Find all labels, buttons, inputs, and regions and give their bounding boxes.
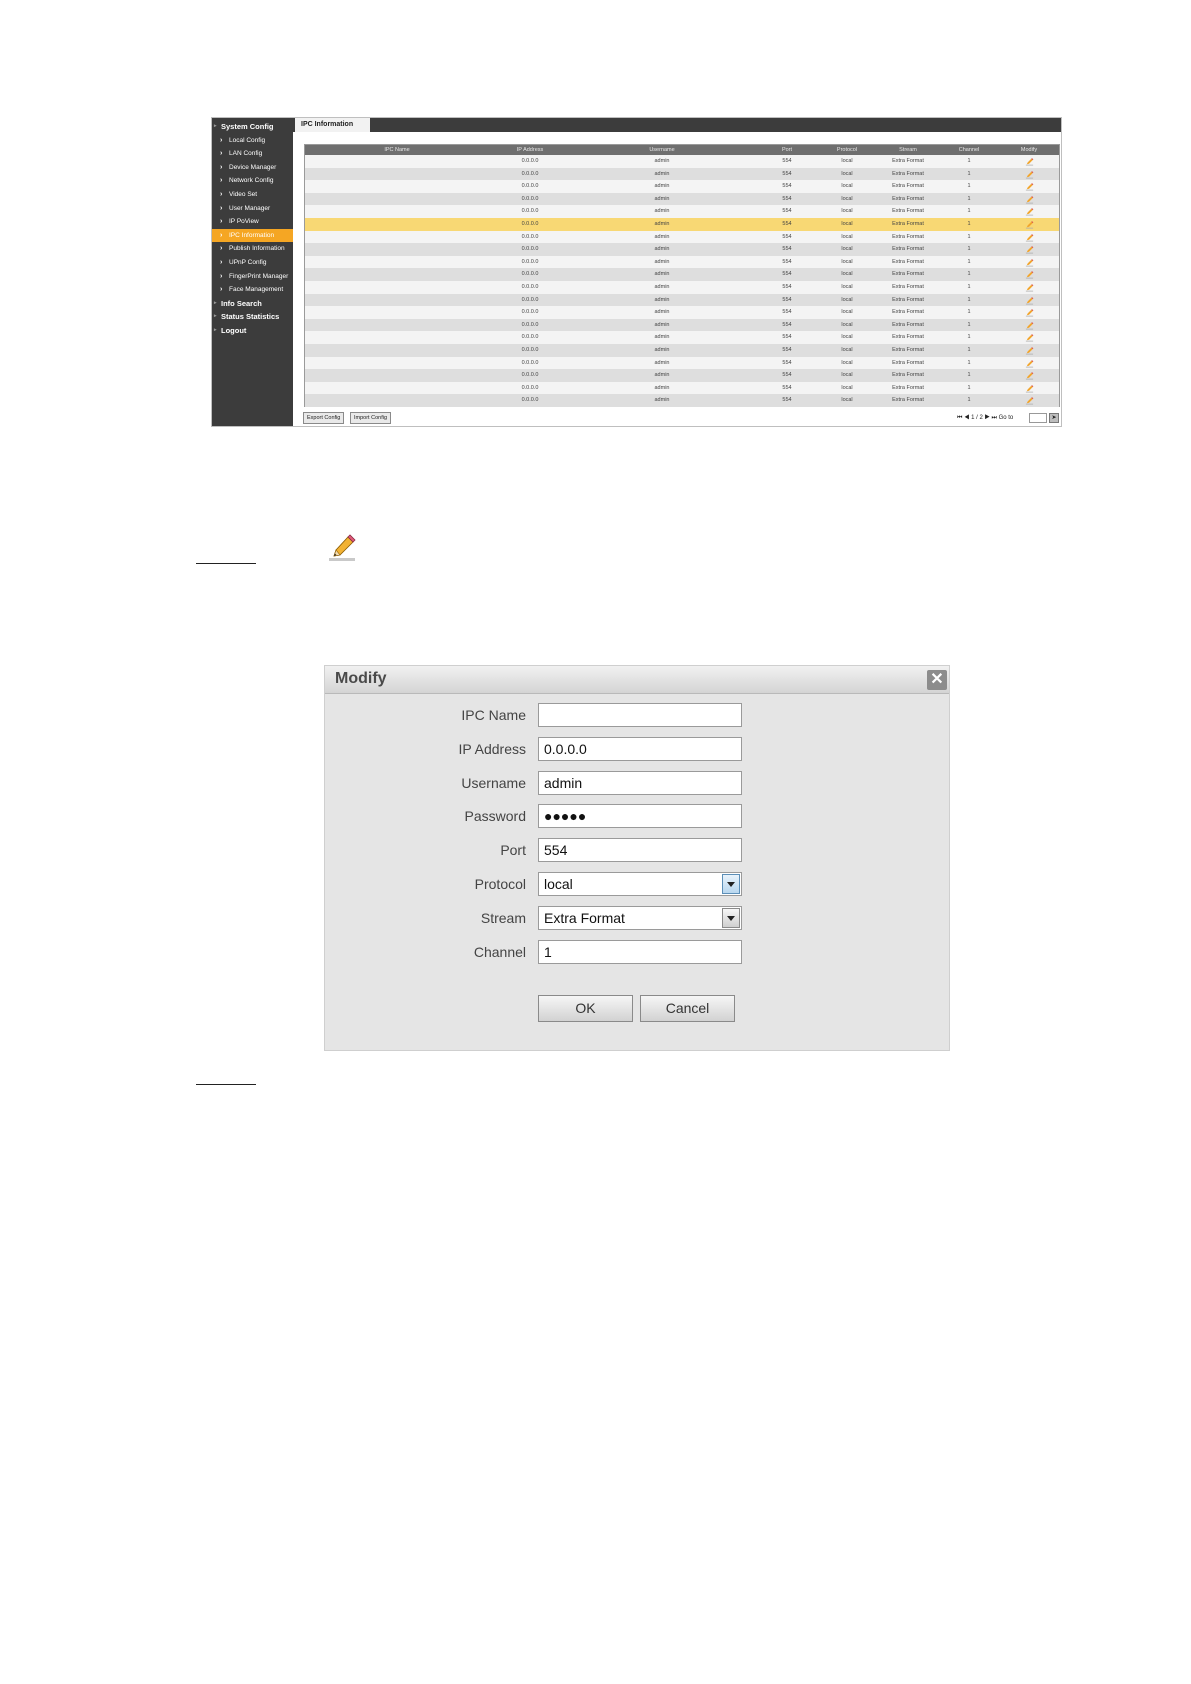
bullet-icon: ▸ bbox=[214, 299, 217, 306]
cell-ipc-name bbox=[357, 193, 437, 206]
cell-port: 554 bbox=[782, 359, 792, 366]
cell-stream: Extra Format bbox=[892, 359, 924, 366]
cell-channel: 1 bbox=[967, 321, 971, 328]
chevron-right-icon: › bbox=[220, 204, 223, 212]
ok-button[interactable]: OK bbox=[538, 995, 633, 1022]
cell-stream: Extra Format bbox=[892, 246, 924, 253]
table-row[interactable] bbox=[305, 243, 1059, 256]
stream-value: Extra Format bbox=[544, 909, 625, 926]
username-input[interactable] bbox=[538, 771, 742, 795]
pager bbox=[957, 412, 1013, 424]
cell-username: admin bbox=[654, 246, 670, 253]
page-indicator: 1 / 2 bbox=[971, 415, 983, 421]
cell-username: admin bbox=[654, 284, 670, 290]
cell-username: admin bbox=[654, 321, 670, 328]
chevron-down-icon[interactable] bbox=[722, 874, 740, 894]
column-header: Modify bbox=[1020, 147, 1038, 153]
cell-ip-address: 0.0.0.0 bbox=[521, 397, 539, 404]
ip-address-label: IP Address bbox=[458, 740, 526, 757]
cell-ip-address: 0.0.0.0 bbox=[521, 321, 539, 328]
table-row[interactable] bbox=[305, 357, 1059, 370]
cell-channel: 1 bbox=[967, 170, 971, 177]
chevron-right-icon: › bbox=[220, 245, 223, 253]
cell-channel: 1 bbox=[967, 284, 971, 290]
cell-ipc-name bbox=[357, 168, 437, 181]
chevron-right-icon: › bbox=[220, 150, 223, 158]
cell-protocol: local bbox=[841, 384, 853, 391]
table-row[interactable] bbox=[305, 382, 1059, 395]
cell-channel: 1 bbox=[967, 384, 971, 391]
cell-protocol: local bbox=[841, 170, 853, 177]
sidebar-item-device-manager[interactable] bbox=[212, 161, 293, 174]
table-row[interactable] bbox=[305, 319, 1059, 332]
pencil-icon[interactable] bbox=[1025, 283, 1034, 292]
pencil-icon[interactable] bbox=[1025, 384, 1034, 393]
cell-ipc-name bbox=[357, 357, 437, 370]
cell-port: 554 bbox=[782, 271, 792, 278]
sidebar-item-fingerprint-manager[interactable] bbox=[212, 270, 293, 283]
table-row[interactable] bbox=[305, 231, 1059, 244]
pencil-icon[interactable] bbox=[1025, 308, 1034, 317]
cell-stream: Extra Format bbox=[892, 296, 924, 303]
cell-protocol: local bbox=[841, 158, 853, 164]
cell-ip-address: 0.0.0.0 bbox=[521, 208, 539, 215]
sidebar-item-user-manager[interactable] bbox=[212, 202, 293, 215]
ipc-name-label: IPC Name bbox=[461, 707, 526, 723]
sidebar-item-ipc-information[interactable] bbox=[212, 229, 293, 242]
sidebar-item-label: Video Set bbox=[229, 191, 258, 198]
goto-label: Go to bbox=[998, 415, 1014, 421]
pencil-icon[interactable] bbox=[1025, 270, 1034, 279]
column-header: IP Address bbox=[516, 147, 544, 153]
sidebar-item-label: Publish Information bbox=[229, 245, 285, 253]
last-page-icon[interactable]: ⏭ bbox=[991, 415, 997, 421]
sidebar-item-network-config[interactable] bbox=[212, 174, 293, 187]
column-header: Channel bbox=[958, 147, 980, 153]
cell-username: admin bbox=[654, 347, 670, 353]
cell-ipc-name bbox=[357, 205, 437, 218]
sidebar-item-ip-poview[interactable] bbox=[212, 215, 293, 228]
chevron-right-icon: › bbox=[220, 218, 223, 226]
username-value: admin bbox=[544, 774, 583, 791]
sidebar-item-face-management[interactable] bbox=[212, 283, 293, 296]
cell-ip-address: 0.0.0.0 bbox=[521, 233, 539, 240]
cell-protocol: local bbox=[841, 233, 853, 240]
cell-port: 554 bbox=[782, 233, 792, 240]
table-row[interactable] bbox=[305, 331, 1059, 344]
cell-ip-address: 0.0.0.0 bbox=[521, 246, 539, 253]
cell-protocol: local bbox=[841, 284, 853, 290]
modify-dialog bbox=[324, 665, 950, 1051]
cell-port: 554 bbox=[782, 170, 792, 177]
cell-protocol: local bbox=[841, 296, 853, 303]
cell-username: admin bbox=[654, 296, 670, 303]
cell-protocol: local bbox=[841, 246, 853, 253]
cell-ipc-name bbox=[357, 294, 437, 307]
cell-channel: 1 bbox=[967, 271, 971, 278]
cell-ipc-name bbox=[357, 344, 437, 357]
password-input[interactable] bbox=[538, 804, 742, 828]
sidebar-item-system-config[interactable] bbox=[212, 120, 293, 133]
sidebar-item-label: FingerPrint Manager bbox=[229, 272, 289, 280]
cell-stream: Extra Format bbox=[892, 309, 924, 316]
cell-ip-address: 0.0.0.0 bbox=[521, 334, 539, 341]
cell-channel: 1 bbox=[967, 208, 971, 215]
close-icon[interactable]: ✕ bbox=[927, 670, 947, 690]
cell-username: admin bbox=[654, 221, 670, 227]
sidebar-item-label: LAN Config bbox=[229, 150, 263, 158]
pencil-icon bbox=[327, 533, 357, 563]
cell-port: 554 bbox=[782, 372, 792, 379]
cell-protocol: local bbox=[841, 221, 853, 227]
chevron-right-icon: › bbox=[220, 177, 223, 185]
table-row[interactable] bbox=[305, 205, 1059, 218]
table-header bbox=[305, 145, 1059, 155]
cell-ipc-name bbox=[357, 394, 437, 407]
tab-bar bbox=[293, 118, 1062, 132]
cell-protocol: local bbox=[841, 321, 853, 328]
table-row[interactable] bbox=[305, 193, 1059, 206]
cell-ip-address: 0.0.0.0 bbox=[521, 271, 539, 278]
table-row[interactable] bbox=[305, 180, 1059, 193]
import-config-button[interactable]: Import Config bbox=[350, 412, 391, 424]
cell-ip-address: 0.0.0.0 bbox=[521, 183, 539, 190]
port-value: 554 bbox=[544, 842, 568, 859]
cell-stream: Extra Format bbox=[892, 321, 924, 328]
cell-protocol: local bbox=[841, 397, 853, 404]
cell-ipc-name bbox=[357, 231, 437, 244]
cell-ipc-name bbox=[357, 319, 437, 332]
cancel-button[interactable]: Cancel bbox=[640, 995, 735, 1022]
cell-port: 554 bbox=[782, 195, 792, 202]
cell-channel: 1 bbox=[967, 183, 971, 190]
cell-username: admin bbox=[654, 158, 670, 164]
cell-port: 554 bbox=[782, 397, 792, 404]
table-row[interactable] bbox=[305, 218, 1059, 231]
sidebar-item-lan-config[interactable] bbox=[212, 147, 293, 160]
cell-stream: Extra Format bbox=[892, 258, 924, 265]
cell-ipc-name bbox=[357, 281, 437, 294]
chevron-down-icon[interactable] bbox=[722, 908, 740, 928]
stream-select[interactable] bbox=[538, 906, 742, 930]
sidebar-item-local-config[interactable] bbox=[212, 134, 293, 147]
cell-ip-address: 0.0.0.0 bbox=[521, 309, 539, 316]
chevron-right-icon: › bbox=[220, 272, 223, 280]
cell-channel: 1 bbox=[967, 233, 971, 240]
sidebar-item-label: Device Manager bbox=[229, 163, 277, 171]
sidebar-item-label: Info Search bbox=[221, 298, 262, 308]
sidebar-item-label: Local Config bbox=[229, 136, 266, 144]
cell-protocol: local bbox=[841, 183, 853, 190]
cell-protocol: local bbox=[841, 258, 853, 265]
channel-label: Channel bbox=[473, 943, 526, 960]
pencil-icon[interactable] bbox=[1025, 170, 1034, 179]
cell-ip-address: 0.0.0.0 bbox=[521, 284, 539, 290]
chevron-right-icon: › bbox=[220, 231, 223, 239]
username-label: Username bbox=[461, 774, 526, 791]
pencil-icon[interactable] bbox=[1025, 233, 1034, 242]
cell-ip-address: 0.0.0.0 bbox=[521, 384, 539, 391]
cell-port: 554 bbox=[782, 384, 792, 391]
cell-stream: Extra Format bbox=[892, 233, 924, 240]
cell-ip-address: 0.0.0.0 bbox=[521, 195, 539, 202]
password-value: ●●●●● bbox=[544, 808, 587, 825]
cell-port: 554 bbox=[782, 296, 792, 303]
cell-username: admin bbox=[654, 195, 670, 202]
pencil-icon[interactable] bbox=[1025, 195, 1034, 204]
cell-channel: 1 bbox=[967, 221, 971, 227]
pencil-icon[interactable] bbox=[1025, 245, 1034, 254]
cell-stream: Extra Format bbox=[892, 158, 924, 164]
cell-port: 554 bbox=[782, 334, 792, 341]
sidebar-item-status-statistics[interactable] bbox=[212, 310, 293, 323]
goto-page-button[interactable]: ➤ bbox=[1049, 413, 1059, 423]
protocol-select[interactable] bbox=[538, 872, 742, 896]
channel-input[interactable] bbox=[538, 940, 742, 964]
column-header: Username bbox=[649, 147, 675, 153]
password-label: Password bbox=[464, 808, 526, 825]
cell-ip-address: 0.0.0.0 bbox=[521, 296, 539, 303]
sidebar-item-label: Logout bbox=[221, 326, 247, 335]
sidebar-item-label: IPC Information bbox=[229, 231, 275, 239]
cell-channel: 1 bbox=[967, 246, 971, 253]
pencil-icon[interactable] bbox=[1025, 157, 1034, 166]
cell-username: admin bbox=[654, 233, 670, 240]
cell-channel: 1 bbox=[967, 347, 971, 353]
chevron-right-icon: › bbox=[220, 163, 223, 171]
column-header: Protocol bbox=[836, 147, 858, 153]
cell-username: admin bbox=[654, 183, 670, 190]
cell-channel: 1 bbox=[967, 158, 971, 164]
sidebar-item-video-set[interactable] bbox=[212, 188, 293, 201]
cell-protocol: local bbox=[841, 334, 853, 341]
cell-ipc-name bbox=[357, 180, 437, 193]
cell-stream: Extra Format bbox=[892, 208, 924, 215]
cell-stream: Extra Format bbox=[892, 372, 924, 379]
stream-label: Stream bbox=[480, 909, 526, 926]
ip-address-value: 0.0.0.0 bbox=[544, 740, 587, 757]
sidebar bbox=[212, 118, 293, 427]
cell-ipc-name bbox=[357, 382, 437, 395]
next-page-icon[interactable]: ▶ bbox=[984, 415, 990, 421]
cell-ipc-name bbox=[357, 218, 437, 231]
ipc-information-window bbox=[211, 117, 1062, 427]
sidebar-item-upnp-config[interactable] bbox=[212, 256, 293, 269]
cell-protocol: local bbox=[841, 359, 853, 366]
cell-stream: Extra Format bbox=[892, 271, 924, 278]
cell-ipc-name bbox=[357, 306, 437, 319]
cell-ip-address: 0.0.0.0 bbox=[521, 258, 539, 265]
goto-page-input[interactable] bbox=[1029, 413, 1047, 423]
column-header: IPC Name bbox=[384, 147, 410, 153]
sidebar-item-logout[interactable] bbox=[212, 324, 293, 337]
cell-stream: Extra Format bbox=[892, 347, 924, 353]
port-label: Port bbox=[500, 842, 526, 859]
ip-address-input[interactable] bbox=[538, 737, 742, 761]
cell-ipc-name bbox=[357, 155, 437, 168]
cell-port: 554 bbox=[782, 258, 792, 265]
step-marker-1 bbox=[196, 563, 256, 564]
cell-port: 554 bbox=[782, 183, 792, 190]
cell-protocol: local bbox=[841, 309, 853, 316]
prev-page-icon[interactable]: ◀ bbox=[964, 415, 970, 421]
sidebar-item-label: System Config bbox=[221, 122, 274, 131]
cell-username: admin bbox=[654, 397, 670, 404]
cell-stream: Extra Format bbox=[892, 334, 924, 341]
port-input[interactable] bbox=[538, 838, 742, 862]
cell-ip-address: 0.0.0.0 bbox=[521, 372, 539, 379]
cell-username: admin bbox=[654, 271, 670, 278]
cell-channel: 1 bbox=[967, 334, 971, 341]
channel-value: 1 bbox=[544, 943, 552, 960]
pencil-icon[interactable] bbox=[1025, 182, 1034, 191]
cell-ip-address: 0.0.0.0 bbox=[521, 158, 539, 164]
pencil-icon[interactable] bbox=[1025, 396, 1034, 405]
protocol-label: Protocol bbox=[474, 876, 526, 892]
protocol-value: local bbox=[544, 876, 573, 892]
cell-protocol: local bbox=[841, 208, 853, 215]
cell-ip-address: 0.0.0.0 bbox=[521, 347, 539, 353]
cell-stream: Extra Format bbox=[892, 170, 924, 177]
cell-ipc-name bbox=[357, 243, 437, 256]
cell-protocol: local bbox=[841, 195, 853, 202]
table-row[interactable] bbox=[305, 168, 1059, 181]
cell-username: admin bbox=[654, 208, 670, 215]
sidebar-item-label: Network Config bbox=[229, 177, 274, 185]
cell-channel: 1 bbox=[967, 258, 971, 265]
cell-stream: Extra Format bbox=[892, 221, 924, 227]
cell-stream: Extra Format bbox=[892, 284, 924, 290]
export-config-button[interactable]: Export Config bbox=[303, 412, 344, 424]
table-row[interactable] bbox=[305, 394, 1059, 407]
cell-username: admin bbox=[654, 334, 670, 341]
cell-ipc-name bbox=[357, 369, 437, 382]
cell-stream: Extra Format bbox=[892, 397, 924, 404]
cell-channel: 1 bbox=[967, 195, 971, 202]
cell-protocol: local bbox=[841, 372, 853, 379]
first-page-icon[interactable]: ⏮ bbox=[957, 415, 963, 421]
chevron-right-icon: › bbox=[220, 191, 223, 198]
cell-port: 554 bbox=[782, 221, 792, 227]
cell-username: admin bbox=[654, 309, 670, 316]
cell-channel: 1 bbox=[967, 397, 971, 404]
cell-port: 554 bbox=[782, 158, 792, 164]
sidebar-item-label: User Manager bbox=[229, 204, 271, 212]
cell-port: 554 bbox=[782, 246, 792, 253]
cell-ip-address: 0.0.0.0 bbox=[521, 221, 539, 227]
cell-channel: 1 bbox=[967, 359, 971, 366]
cell-protocol: local bbox=[841, 271, 853, 278]
table-row[interactable] bbox=[305, 256, 1059, 269]
cell-channel: 1 bbox=[967, 296, 971, 303]
pencil-icon[interactable] bbox=[1025, 333, 1034, 342]
sidebar-item-label: IP PoView bbox=[229, 218, 259, 226]
bullet-icon: ▸ bbox=[214, 123, 217, 129]
bullet-icon: ▸ bbox=[214, 327, 217, 333]
cell-channel: 1 bbox=[967, 372, 971, 379]
pencil-icon[interactable] bbox=[1025, 296, 1034, 305]
step-marker-2 bbox=[196, 1084, 256, 1085]
cell-ip-address: 0.0.0.0 bbox=[521, 170, 539, 177]
cell-protocol: local bbox=[841, 347, 853, 353]
table-row[interactable] bbox=[305, 306, 1059, 319]
table-row[interactable] bbox=[305, 268, 1059, 281]
cell-port: 554 bbox=[782, 309, 792, 316]
sidebar-item-label: Face Management bbox=[229, 286, 284, 294]
cell-username: admin bbox=[654, 170, 670, 177]
chevron-right-icon: › bbox=[220, 136, 223, 144]
ipc-name-input[interactable] bbox=[538, 703, 742, 727]
pencil-icon[interactable] bbox=[1025, 346, 1034, 355]
chevron-right-icon: › bbox=[220, 259, 223, 266]
table-row[interactable] bbox=[305, 294, 1059, 307]
table-row[interactable] bbox=[305, 369, 1059, 382]
ipc-table bbox=[304, 144, 1060, 407]
cell-port: 554 bbox=[782, 321, 792, 328]
pencil-icon[interactable] bbox=[1025, 359, 1034, 368]
column-header: Stream bbox=[899, 147, 917, 153]
table-row[interactable] bbox=[305, 155, 1059, 168]
pencil-icon[interactable] bbox=[1025, 321, 1034, 330]
cell-ipc-name bbox=[357, 268, 437, 281]
pencil-icon[interactable] bbox=[1025, 220, 1034, 229]
cell-username: admin bbox=[654, 359, 670, 366]
sidebar-item-publish-information[interactable] bbox=[212, 242, 293, 255]
cell-ip-address: 0.0.0.0 bbox=[521, 359, 539, 366]
sidebar-item-label: Status Statistics bbox=[221, 312, 280, 322]
bullet-icon: ▸ bbox=[214, 313, 217, 320]
table-row[interactable] bbox=[305, 344, 1059, 357]
cell-username: admin bbox=[654, 384, 670, 391]
column-header: Port bbox=[781, 147, 793, 153]
cell-port: 554 bbox=[782, 208, 792, 215]
table-row[interactable] bbox=[305, 281, 1059, 294]
cell-port: 554 bbox=[782, 284, 792, 290]
sidebar-item-label: UPnP Config bbox=[229, 259, 267, 266]
sidebar-item-info-search[interactable] bbox=[212, 297, 293, 310]
cell-username: admin bbox=[654, 372, 670, 379]
dialog-titlebar bbox=[325, 666, 949, 694]
cell-channel: 1 bbox=[967, 309, 971, 316]
tab-ipc-information[interactable]: IPC Information bbox=[295, 118, 370, 132]
pencil-icon[interactable] bbox=[1025, 207, 1034, 216]
chevron-right-icon: › bbox=[220, 286, 223, 294]
cell-ipc-name bbox=[357, 256, 437, 269]
dialog-title: Modify bbox=[335, 670, 387, 687]
pencil-icon[interactable] bbox=[1025, 258, 1034, 267]
cell-stream: Extra Format bbox=[892, 195, 924, 202]
cell-stream: Extra Format bbox=[892, 183, 924, 190]
cell-stream: Extra Format bbox=[892, 384, 924, 391]
cell-ipc-name bbox=[357, 331, 437, 344]
cell-port: 554 bbox=[782, 347, 792, 353]
pencil-icon[interactable] bbox=[1025, 371, 1034, 380]
cell-username: admin bbox=[654, 258, 670, 265]
